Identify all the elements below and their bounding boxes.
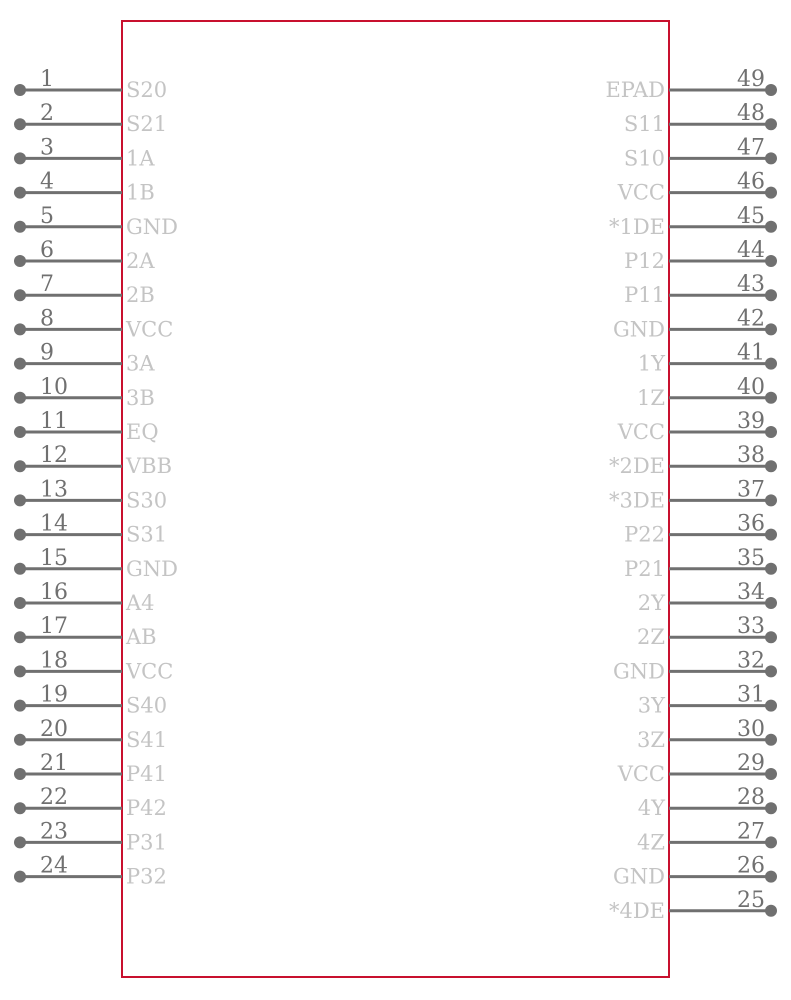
pin-terminal-dot: [14, 871, 26, 883]
pin-name: GND: [613, 864, 665, 889]
pin-name: P32: [126, 864, 167, 889]
pin-number: 40: [737, 374, 765, 400]
pin-terminal-dot: [14, 631, 26, 643]
pin-number: 41: [737, 340, 765, 366]
pin-name: VCC: [617, 420, 665, 444]
pin-name: S20: [126, 78, 168, 102]
pin-name: 1Y: [637, 351, 665, 376]
pin-terminal-dot: [14, 460, 26, 472]
pin-16: [14, 580, 155, 615]
pin-38: [609, 443, 777, 478]
pin-number: 28: [737, 785, 765, 811]
pin-name: P12: [624, 249, 665, 273]
pin-name: 2Z: [637, 625, 665, 650]
pin-1: [14, 67, 167, 102]
pin-22: [14, 785, 167, 820]
pin-name: VCC: [126, 659, 174, 684]
pin-24: [14, 854, 167, 889]
pin-number: 17: [40, 614, 68, 640]
pin-number: 36: [737, 511, 765, 537]
pin-30: [637, 717, 777, 752]
pin-terminal-dot: [765, 426, 777, 438]
pin-12: [14, 443, 172, 478]
pin-20: [14, 717, 167, 752]
pin-number: 32: [737, 648, 765, 674]
pin-number: 18: [40, 648, 68, 674]
pin-number: 23: [40, 819, 68, 845]
pin-45: [609, 204, 777, 239]
pin-terminal-dot: [14, 700, 26, 712]
pin-terminal-dot: [14, 255, 26, 267]
pin-terminal-dot: [14, 289, 26, 301]
pin-name: 2A: [126, 249, 155, 273]
pin-17: [14, 614, 157, 649]
pin-number: 33: [737, 614, 765, 640]
pin-number: 30: [737, 716, 765, 742]
pin-25: [609, 888, 777, 923]
pin-40: [637, 375, 777, 410]
pin-number: 39: [737, 409, 765, 434]
pin-terminal-dot: [765, 289, 777, 301]
pin-4: [14, 170, 155, 205]
pin-number: 34: [737, 580, 765, 605]
pin-terminal-dot: [14, 494, 26, 506]
pin-terminal-dot: [765, 187, 777, 199]
pin-21: [14, 751, 167, 786]
pin-34: [638, 580, 777, 615]
pin-terminal-dot: [765, 871, 777, 883]
pin-terminal-dot: [765, 221, 777, 233]
pin-name: S41: [126, 727, 168, 752]
pin-name: *4DE: [608, 898, 665, 923]
pin-terminal-dot: [765, 84, 777, 96]
pin-terminal-dot: [765, 494, 777, 506]
pin-13: [14, 477, 167, 512]
pin-terminal-dot: [765, 152, 777, 164]
pin-number: 45: [737, 203, 765, 229]
left-pin-group: [14, 67, 178, 889]
pin-name: A4: [126, 591, 155, 615]
pin-terminal-dot: [765, 358, 777, 370]
pin-7: [14, 272, 155, 307]
pin-number: 15: [40, 545, 68, 571]
component-body: [122, 21, 669, 977]
pin-41: [638, 341, 777, 376]
pin-9: [14, 341, 155, 376]
pin-name: 1A: [126, 146, 155, 171]
pin-terminal-dot: [765, 118, 777, 130]
pin-name: 2B: [126, 283, 155, 308]
pin-name: GND: [126, 556, 178, 581]
pin-number: 25: [737, 887, 765, 913]
pin-6: [14, 238, 155, 273]
right-pin-group: [605, 67, 777, 923]
pin-number: 42: [737, 306, 765, 332]
pin-number: 48: [737, 101, 765, 127]
pin-number: 8: [40, 306, 54, 332]
pin-name: 1Z: [637, 385, 665, 410]
pin-name: VCC: [617, 180, 665, 205]
pin-name: 4Y: [637, 796, 665, 821]
pin-terminal-dot: [14, 323, 26, 335]
pin-name: *3DE: [608, 488, 665, 513]
pin-number: 46: [737, 169, 765, 195]
pin-name: GND: [126, 214, 178, 239]
pin-33: [637, 614, 777, 649]
pin-37: [609, 477, 777, 512]
pin-terminal-dot: [14, 529, 26, 541]
pin-name: S21: [126, 112, 168, 137]
pin-number: 5: [40, 203, 54, 229]
pin-terminal-dot: [765, 734, 777, 746]
pin-number: 3: [40, 135, 54, 161]
pin-name: S40: [126, 693, 168, 718]
pin-number: 13: [40, 477, 68, 503]
pin-name: GND: [613, 659, 665, 684]
pin-name: P22: [624, 522, 665, 547]
pin-23: [14, 819, 167, 854]
pin-name: *2DE: [608, 454, 665, 479]
pin-26: [613, 854, 777, 889]
pin-19: [14, 683, 167, 718]
pin-name: 3Z: [637, 727, 665, 752]
pin-terminal-dot: [14, 665, 26, 677]
pin-name: P42: [126, 796, 167, 821]
pin-name: 3Y: [637, 693, 665, 718]
pin-terminal-dot: [14, 563, 26, 575]
pin-49: [605, 67, 777, 102]
pin-terminal-dot: [14, 768, 26, 780]
pin-number: 4: [40, 169, 54, 195]
pin-32: [613, 648, 777, 683]
pin-29: [617, 751, 777, 786]
pin-name: S31: [126, 522, 168, 547]
pin-terminal-dot: [765, 255, 777, 267]
pin-number: 49: [737, 67, 765, 92]
pin-44: [624, 238, 777, 273]
pin-name: S10: [623, 146, 665, 171]
pin-number: 11: [40, 409, 68, 434]
pin-number: 1: [40, 67, 54, 92]
pin-name: 3A: [126, 351, 155, 376]
pin-number: 9: [40, 340, 54, 366]
pin-47: [624, 135, 777, 170]
pin-number: 37: [737, 477, 765, 503]
pin-terminal-dot: [765, 905, 777, 917]
pin-terminal-dot: [14, 392, 26, 404]
pin-11: [14, 409, 159, 444]
pin-number: 27: [737, 819, 765, 845]
pin-15: [14, 546, 178, 581]
pin-35: [624, 546, 777, 581]
pin-number: 6: [40, 238, 54, 263]
pin-31: [638, 683, 777, 718]
pin-name: 3B: [126, 385, 155, 410]
pin-number: 24: [40, 853, 68, 879]
pin-3: [14, 135, 155, 170]
pin-name: S11: [623, 112, 665, 137]
pin-name: EQ: [126, 420, 159, 444]
pin-number: 2: [40, 101, 54, 127]
pin-number: 16: [40, 580, 68, 605]
pin-name: *1DE: [608, 214, 665, 239]
pin-name: P31: [126, 830, 167, 855]
pin-terminal-dot: [765, 768, 777, 780]
pin-number: 20: [40, 716, 68, 742]
pin-8: [14, 306, 173, 341]
pin-terminal-dot: [765, 631, 777, 643]
pin-terminal-dot: [14, 118, 26, 130]
pin-name: P41: [126, 762, 167, 786]
pin-48: [624, 101, 777, 136]
pin-terminal-dot: [14, 187, 26, 199]
pin-terminal-dot: [765, 597, 777, 609]
pin-terminal-dot: [14, 221, 26, 233]
pin-18: [14, 648, 173, 683]
pin-terminal-dot: [765, 563, 777, 575]
pin-number: 43: [737, 272, 765, 298]
pin-terminal-dot: [14, 426, 26, 438]
pin-number: 47: [737, 135, 765, 161]
pin-name: 2Y: [637, 591, 665, 615]
pin-name: VCC: [617, 762, 665, 786]
pin-27: [637, 819, 777, 854]
pin-name: P21: [624, 556, 665, 581]
pin-name: 1B: [126, 180, 155, 205]
pin-name: AB: [126, 625, 157, 650]
pin-terminal-dot: [765, 392, 777, 404]
pin-28: [638, 785, 777, 820]
pin-number: 14: [40, 511, 68, 537]
pin-number: 10: [40, 374, 68, 400]
pin-name: GND: [613, 317, 665, 342]
pin-terminal-dot: [765, 460, 777, 472]
pin-39: [617, 409, 777, 444]
pin-terminal-dot: [14, 734, 26, 746]
pin-10: [14, 375, 155, 410]
pin-terminal-dot: [765, 665, 777, 677]
pin-number: 22: [40, 785, 68, 811]
pin-terminal-dot: [14, 358, 26, 370]
pin-5: [14, 204, 178, 239]
pin-terminal-dot: [14, 836, 26, 848]
pin-42: [613, 306, 777, 341]
pin-number: 38: [737, 443, 765, 469]
pin-terminal-dot: [14, 152, 26, 164]
pin-number: 29: [737, 751, 765, 776]
pin-number: 19: [40, 682, 68, 708]
pin-number: 26: [737, 853, 765, 879]
pin-terminal-dot: [765, 700, 777, 712]
pin-terminal-dot: [765, 802, 777, 814]
pin-name: P11: [624, 283, 665, 308]
pin-terminal-dot: [765, 323, 777, 335]
pin-terminal-dot: [14, 802, 26, 814]
pin-terminal-dot: [765, 529, 777, 541]
pin-number: 44: [737, 238, 765, 263]
pin-name: VBB: [126, 454, 173, 479]
pin-number: 21: [40, 751, 68, 776]
pin-number: 31: [737, 682, 765, 708]
pin-terminal-dot: [14, 84, 26, 96]
pin-number: 12: [40, 443, 68, 469]
pin-14: [14, 512, 167, 547]
pin-terminal-dot: [765, 836, 777, 848]
pin-2: [14, 101, 167, 136]
pin-36: [624, 512, 777, 547]
pin-43: [624, 272, 777, 307]
pin-name: EPAD: [605, 78, 665, 102]
pin-46: [617, 170, 777, 205]
pin-name: VCC: [126, 317, 174, 342]
pin-name: S30: [126, 488, 168, 513]
pin-terminal-dot: [14, 597, 26, 609]
pin-name: 4Z: [637, 830, 665, 855]
pin-number: 35: [737, 545, 765, 571]
pin-number: 7: [40, 272, 54, 298]
